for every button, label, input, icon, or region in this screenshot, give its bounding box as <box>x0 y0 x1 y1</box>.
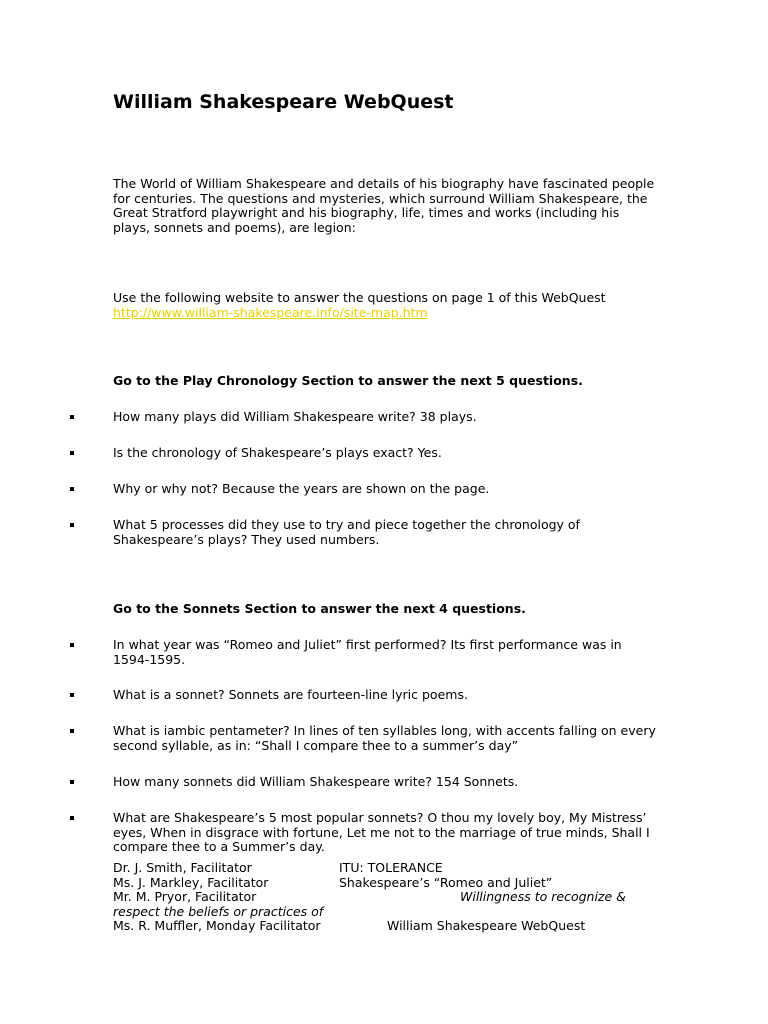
footer-facilitator: Ms. R. Muffler, Monday Facilitator <box>113 918 321 933</box>
bullet-icon <box>70 451 74 455</box>
question-text: Why or why not? Because the years are shown on the page. <box>113 481 490 496</box>
website-link[interactable]: http://www.william-shakespeare.info/site-map.htm <box>113 304 428 320</box>
page-title: William Shakespeare WebQuest <box>113 91 454 113</box>
question-text: How many sonnets did William Shakespeare write? 154 Sonnets. <box>113 774 519 789</box>
bullet-icon <box>70 729 74 733</box>
question-text: How many plays did William Shakespeare write? 38 plays. <box>113 409 477 424</box>
bullet-icon <box>70 487 74 491</box>
bullet-icon <box>70 693 74 697</box>
bullet-icon <box>70 643 74 647</box>
bullet-icon <box>70 415 74 419</box>
section-heading-sonnets: Go to the Sonnets Section to answer the next 4 questions. <box>113 601 526 616</box>
footer-facilitator: Ms. J. Markley, Facilitator <box>113 875 269 890</box>
section-heading-play-chronology: Go to the Play Chronology Section to answer the next 5 questions. <box>113 373 583 388</box>
website-instruction-text: Use the following website to answer the questions on page 1 of this WebQuest <box>113 290 606 305</box>
question-text: What is a sonnet? Sonnets are fourteen-line lyric poems. <box>113 687 468 702</box>
footer-facilitator: Dr. J. Smith, Facilitator <box>113 860 252 875</box>
footer-unit: Shakespeare’s “Romeo and Juliet” <box>339 875 553 890</box>
question-text: Is the chronology of Shakespeare’s plays exact? Yes. <box>113 445 442 460</box>
bullet-icon <box>70 780 74 784</box>
question-text: What 5 processes did they use to try and piece together the chronology of Shakespeare’s plays? They used numbers. <box>113 517 580 547</box>
question-text: What are Shakespeare’s 5 most popular sonnets? O thou my lovely boy, My Mistress’ eyes, When in disgrace with fortune, Let me not to the marriage of true minds, Shall I compare thee to a Summer’s day. <box>113 810 650 854</box>
website-instruction <box>113 291 658 320</box>
question-text: In what year was “Romeo and Juliet” first performed? Its first performance was in 1594-1595. <box>113 637 622 667</box>
bullet-icon <box>70 816 74 820</box>
question-text: What is iambic pentameter? In lines of ten syllables long, with accents falling on every second syllable, as in: “Shall I compare thee to a summer’s day” <box>113 723 656 753</box>
footer-willingness: Willingness to recognize & <box>460 889 626 904</box>
footer-webquest-title: William Shakespeare WebQuest <box>387 918 586 933</box>
intro-paragraph: The World of William Shakespeare and details of his biography have fascinated people for centuries. The questions and mysteries, which surround William Shakespeare, the Great Stratford playwright and his biography, life, times and works (including his plays, sonnets and poems), are legion: <box>113 176 655 235</box>
footer-itu: ITU: TOLERANCE <box>339 860 443 875</box>
footer-facilitator: Mr. M. Pryor, Facilitator <box>113 889 257 904</box>
bullet-icon <box>70 523 74 527</box>
footer-respect-line: respect the beliefs or practices of <box>113 904 324 919</box>
